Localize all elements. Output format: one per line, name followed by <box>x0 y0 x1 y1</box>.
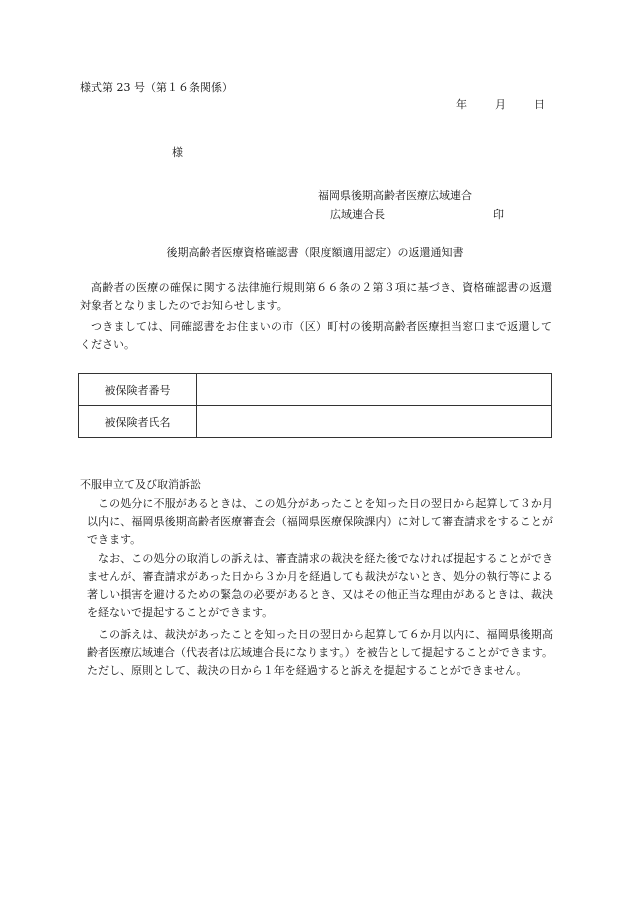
form-number: 様式第 23 号（第１６条関係） <box>80 81 233 94</box>
appeal-heading: 不服申立て及び取消訴訟 <box>80 478 201 491</box>
table-row <box>79 374 552 406</box>
document-title: 後期高齢者医療資格確認書（限度額適用認定）の返還通知書 <box>166 246 464 259</box>
issuer-organization: 福岡県後期高齢者医療広域連合 <box>318 189 472 202</box>
date-year-label: 年 <box>456 98 467 111</box>
seal-mark: 印 <box>493 208 504 221</box>
appeal-paragraph-3: この訴えは、裁決があったことを知った日の翌日から起算して６か月以内に、福岡県後期高齢者医療広域連合（代表者は広域連合長になります。）を被告として提起することができます。ただし、原則として、裁決の日から１年を経過すると訴えを提起することができません。 <box>87 628 553 677</box>
date-month-label: 月 <box>495 98 506 111</box>
body-paragraph-1: 高齢者の医療の確保に関する法律施行規則第６６条の２第３項に基づき、資格確認書の返還対象者となりましたのでお知らせします。 <box>80 281 552 312</box>
insured-info-table <box>78 373 552 438</box>
appeal-paragraph-2: なお、この処分の取消しの訴えは、審査請求の裁決を経た後でなければ提起することができませんが、審査請求があった日から３か月を経過しても裁決がないとき、処分の執行等による著しい損害を避けるための緊急の必要があるとき、又はその他正当な理由があるときは、裁決を経ないで提起することができます。 <box>87 552 553 619</box>
appeal-paragraph-1: この処分に不服があるときは、この処分があったことを知った日の翌日から起算して３か月以内に、福岡県後期高齢者医療審査会（福岡県医療保険課内）に対して審査請求をすることができます。 <box>87 497 553 546</box>
body-paragraph-2: つきましては、同確認書をお住まいの市（区）町村の後期高齢者医療担当窓口まで返還してください。 <box>80 320 552 351</box>
insured-number-label: 被保険者番号 <box>79 374 197 406</box>
insured-number-field[interactable] <box>197 374 552 406</box>
date-line <box>456 97 545 113</box>
insured-name-field[interactable] <box>197 406 552 438</box>
table-row <box>79 406 552 438</box>
date-day-label: 日 <box>534 98 545 111</box>
issuer-title: 広域連合長 <box>330 208 385 221</box>
recipient-suffix: 様 <box>172 146 183 159</box>
insured-name-label: 被保険者氏名 <box>79 406 197 438</box>
